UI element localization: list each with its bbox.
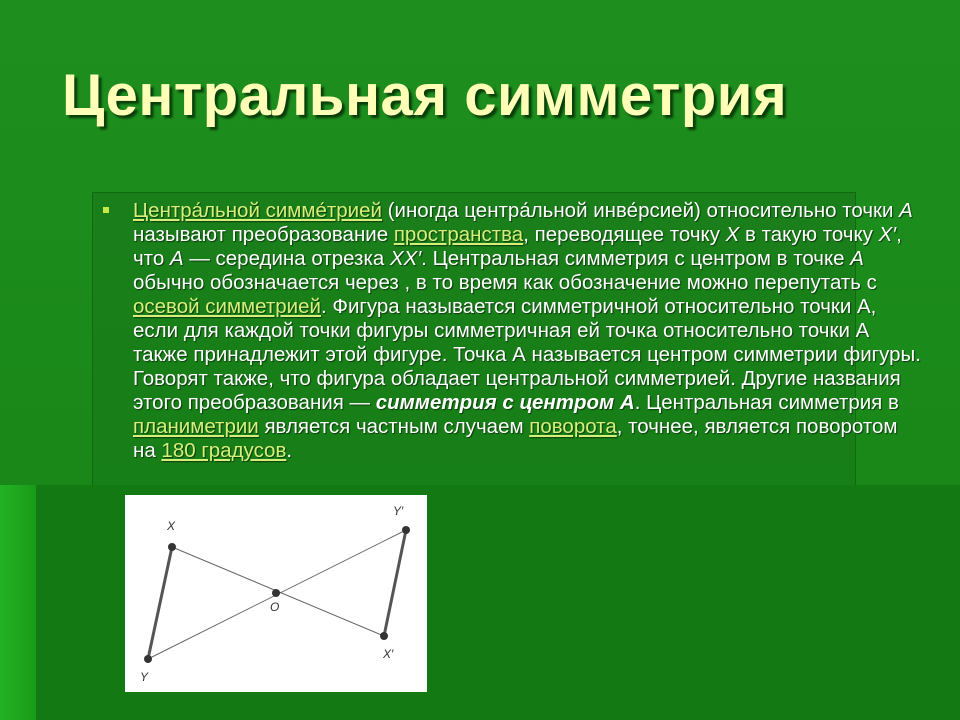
text-run: . Центральная симметрия в [634, 391, 899, 414]
inline-link[interactable]: осевой симметрией [133, 295, 321, 318]
slide-title: Центральная симметрия [62, 63, 788, 128]
text-run: обычно обозначается через , в то время как обозначение можно перепутать с [133, 271, 877, 294]
point-y [144, 655, 152, 663]
segment-x-y [148, 547, 172, 659]
inline-link[interactable]: поворота [529, 415, 617, 438]
text-run: . Центральная симметрия с центром в точке [421, 247, 851, 270]
inline-link[interactable]: Центра́льной симме́трией [133, 199, 382, 222]
label-y: Y [140, 670, 149, 684]
segment-y-prime-x-prime [384, 530, 406, 636]
point-x [168, 543, 176, 551]
text-run: называют преобразование [133, 223, 394, 246]
bullet-icon [103, 207, 109, 213]
symmetry-diagram [125, 495, 427, 692]
label-x-prime: X′ [383, 647, 394, 661]
text-run: , переводящее точку [523, 223, 726, 246]
text-run: в такую точку [739, 223, 879, 246]
text-run: , что [133, 223, 902, 270]
central-symmetry-figure [125, 495, 427, 692]
label-y-prime: Y′ [393, 504, 404, 518]
italic-term: X′ [878, 223, 897, 246]
text-run: . [286, 439, 293, 462]
italic-term: A [169, 247, 184, 270]
bold-italic-term: симметрия с центром А [375, 391, 635, 414]
italic-term: X [725, 223, 740, 246]
label-x: X [167, 519, 176, 533]
label-o: O [270, 600, 280, 614]
body-paragraph [133, 199, 923, 463]
background-accent-strip [0, 485, 36, 720]
point-x-prime [380, 632, 388, 640]
text-run: — середина отрезка [183, 247, 390, 270]
italic-term: A [850, 247, 864, 270]
point-y-prime [402, 526, 410, 534]
text-run: , точнее, является поворотом на [133, 415, 898, 462]
italic-term: XX′ [389, 247, 422, 270]
text-run: . Фигура называется симметричной относительно точки А, если для каждой точки фигуры симметричная ей точка относительно точки А также принадлежит этой фигуре. Точка А называется центром симметрии фигуры. Говорят также, что фигура обладает центральной симметрией. Другие названия этого преобразования — [133, 295, 921, 414]
inline-link[interactable]: 180 градусов [161, 439, 287, 462]
point-o [272, 589, 280, 597]
text-run: является частным случаем [258, 415, 530, 438]
inline-link[interactable]: планиметрии [133, 415, 259, 438]
text-run: (иногда центра́льной инве́рсией) относительно точки [381, 199, 900, 222]
italic-term: A [899, 199, 913, 222]
inline-link[interactable]: пространства [393, 223, 524, 246]
